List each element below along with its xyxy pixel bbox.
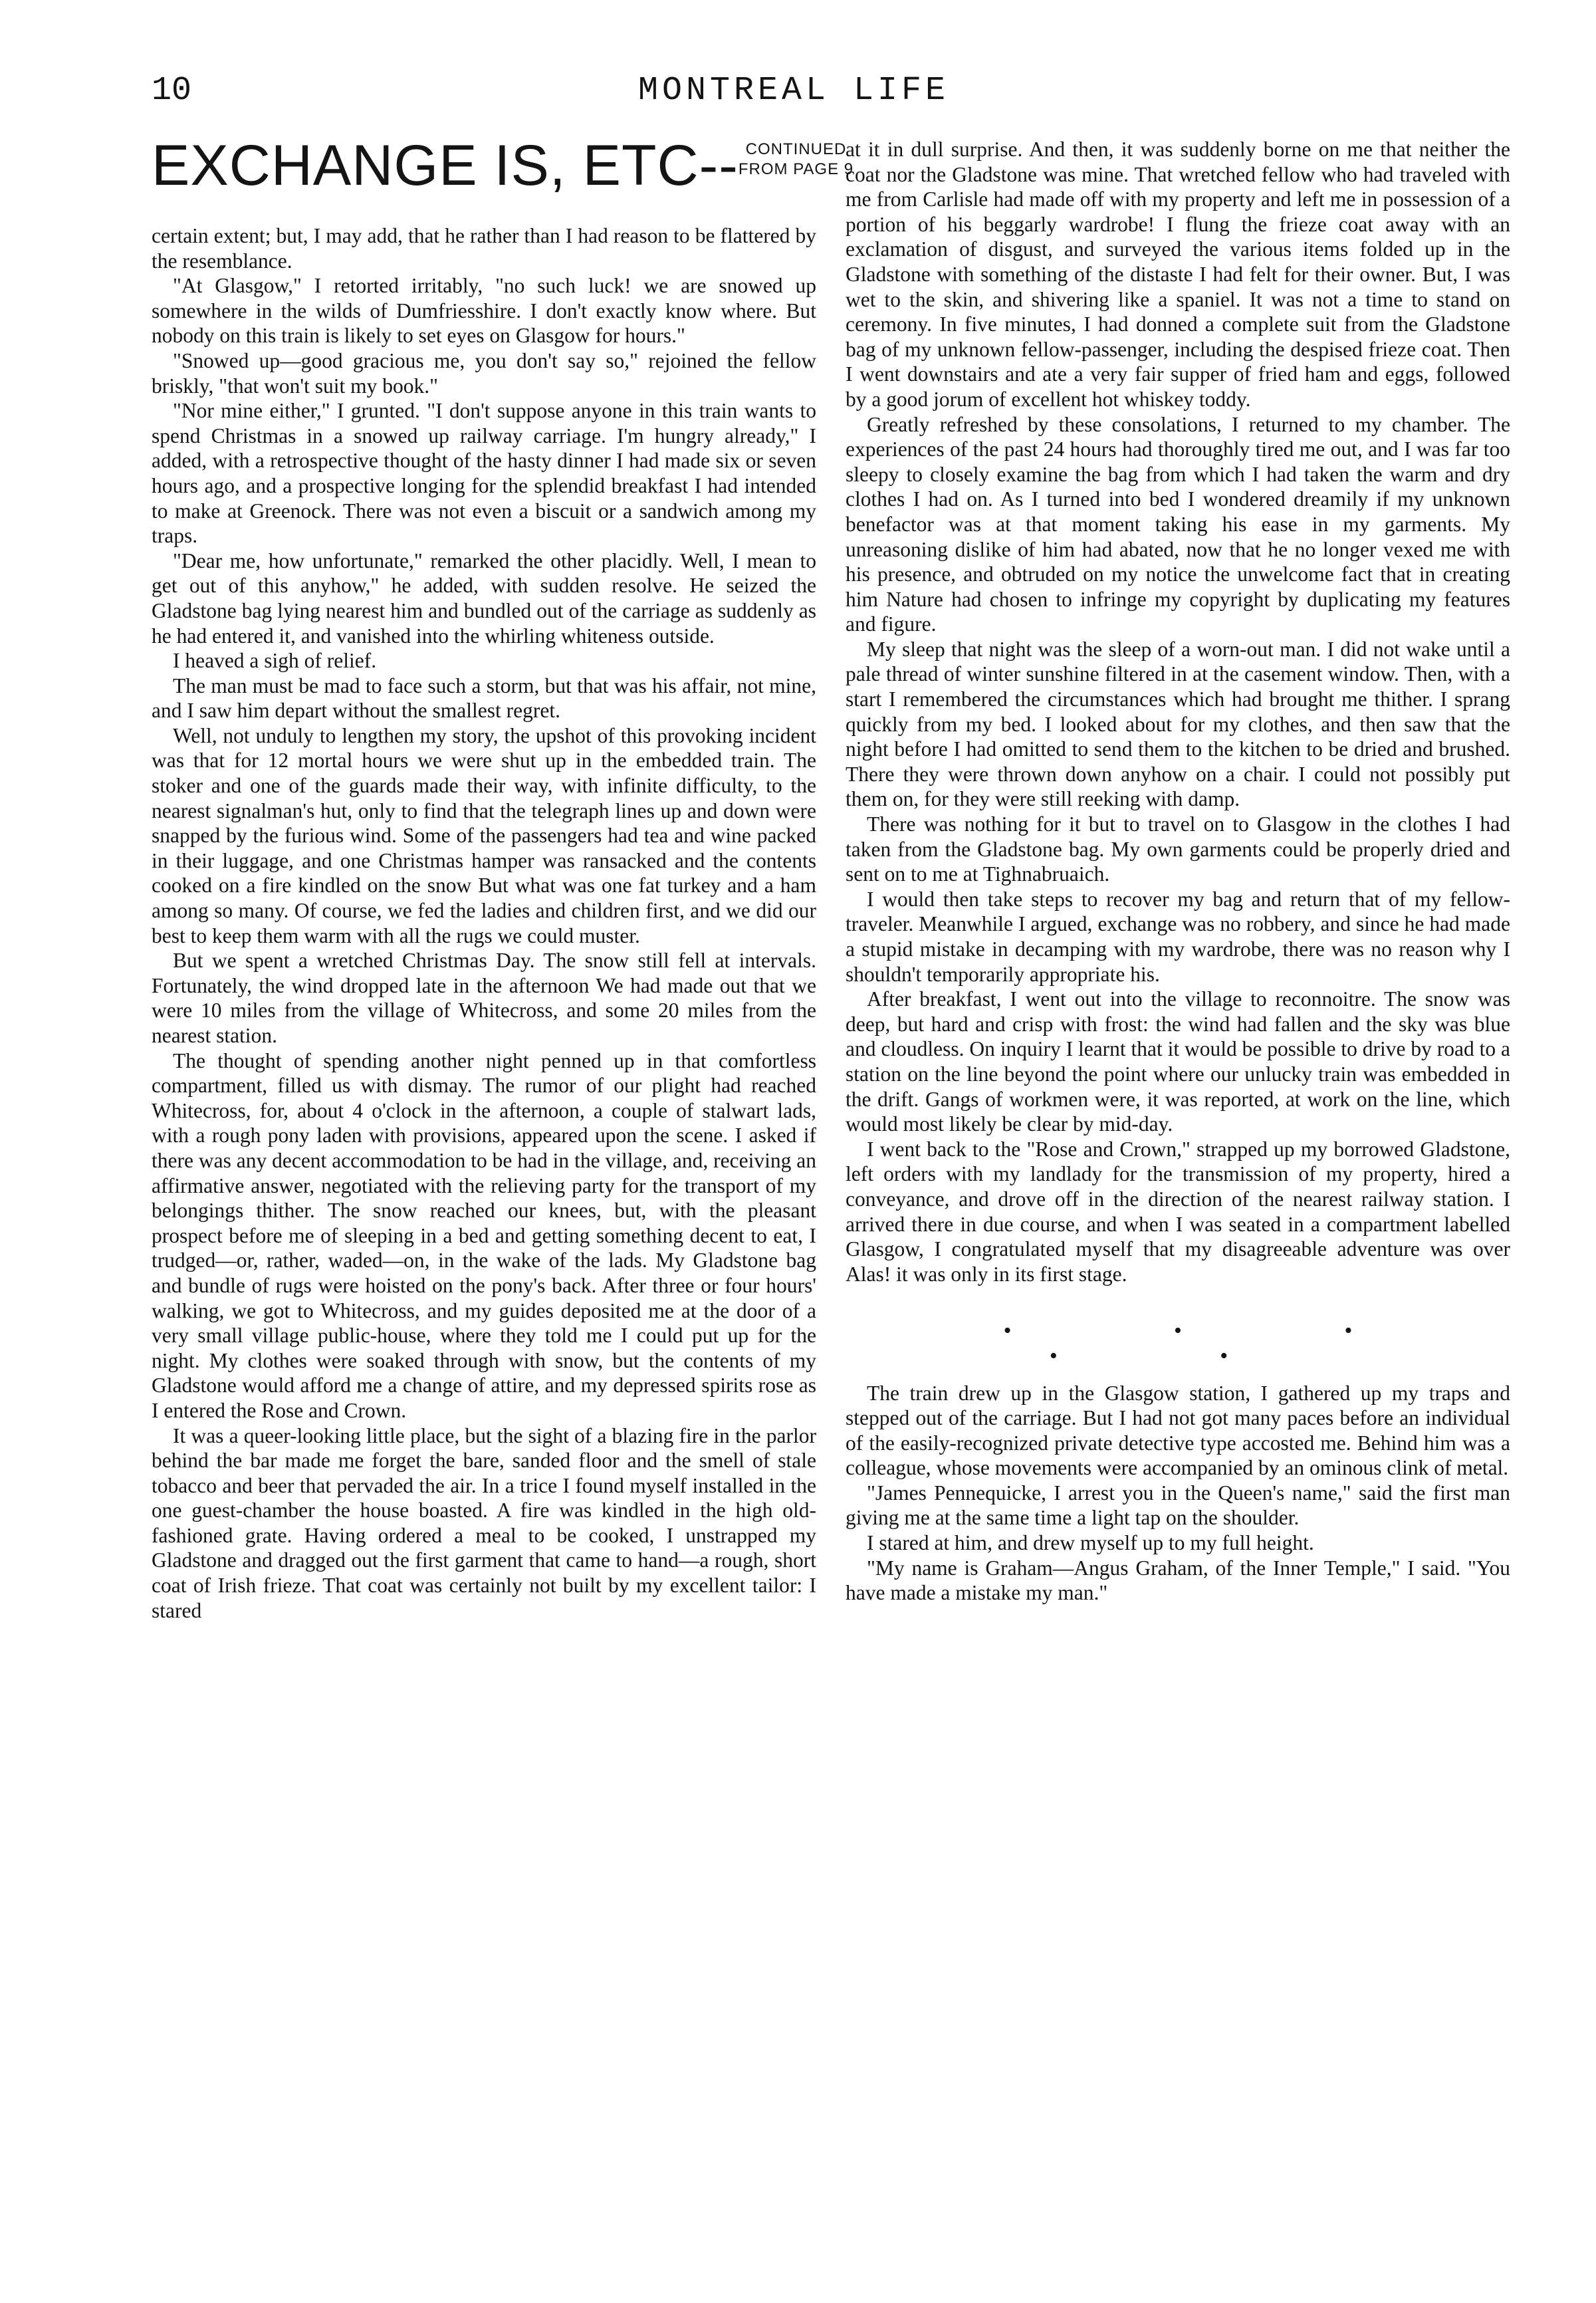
continued-line-2: FROM PAGE 9 <box>738 160 854 178</box>
paragraph: It was a queer-looking little place, but the sight of a blazing fire in the parlor behind the bar made me forget the bare, sanded floor and the smell of stale tobacco and beer that pervaded the air. In a trice I found myself installed in the one guest-chamber the house boasted. A fire was kindled in the high old-fashioned grate. Having ordered a meal to be cooked, I unstrapped my Gladstone and dragged out the first garment that came to hand—a rough, short coat of Irish frieze. That coat was certainly not built by my excellent tailor: I stared <box>152 1423 816 1622</box>
paragraph: Greatly refreshed by these consolations, I returned to my chamber. The experiences of the past 24 hours had thoroughly tired me out, and I was far too sleepy to closely examine the bag from which I had taken the warm and dry clothes I had on. As I turned into bed I wondered dreamily if my unknown benefactor was at that moment taking his ease in my garments. My unreasoning dislike of him had abated, now that he no longer vexed me with his presence, and obtruded on my notice the unwelcome fact that in creating him Nature had chosen to infringe my copyright by duplicating my features and figure. <box>846 412 1510 636</box>
paragraph: "James Pennequicke, I arrest you in the Queen's name," said the first man giving me at the same time a light tap on the shoulder. <box>846 1481 1510 1530</box>
paragraph: There was nothing for it but to travel on to Glasgow in the clothes I had taken from the Gladstone bag. My own garments could be properly dried and sent on to me at Tighnabruaich. <box>846 812 1510 886</box>
right-column <box>846 137 1510 1606</box>
paragraph: The thought of spending another night penned up in that comfortless compartment, filled us with dismay. The rumor of our plight had reached Whitecross, for, about 4 o'clock in the afternoon, a couple of stalwart lads, with a rough pony laden with provisions, appeared upon the scene. I asked if there was any decent accommodation to be had in the village, and, receiving an affirmative answer, negotiated with the relieving party for the transport of my belongings thither. The snow reached our knees, but, with the pleasant prospect before me of sleeping in a bed and getting something decent to eat, I trudged—or, rather, waded—on, in the wake of the lads. My Gladstone bag and bundle of rugs were hoisted on the pony's back. After three or four hours' walking, we got to Whitecross, and my guides deposited me at the door of a very small village public-house, where they told me I could put up for the night. My clothes were soaked through with snow, but the contents of my Gladstone would afford me a change of attire, and my depressed spirits rose as I entered the Rose and Crown. <box>152 1048 816 1422</box>
paragraph: The train drew up in the Glasgow station, I gathered up my traps and stepped out of the carriage. But I had not got many paces before an individual of the easily-recognized private detective type accosted me. Behind him was a colleague, whose movements were accompanied by an ominous clink of metal. <box>846 1381 1510 1480</box>
running-head: MONTREAL LIFE <box>638 72 950 110</box>
article-headline <box>152 134 854 197</box>
section-separator: • • • • • <box>1003 1318 1431 1368</box>
paragraph: My sleep that night was the sleep of a worn-out man. I did not wake until a pale thread of winter sunshine filtered in at the casement window. Then, with a start I remembered the circumstances which had brought me thither. I sprang quickly from my bed. I looked about for my clothes, and then saw that the night before I had omitted to send them to the kitchen to be dried and brushed. There they were thrown down anyhow on a chair. I could not possibly put them on, for they were still reeking with damp. <box>846 637 1510 811</box>
paragraph: "At Glasgow," I retorted irritably, "no such luck! we are snowed up somewhere in the wilds of Dumfriesshire. I don't exactly know where. But nobody on this train is likely to set eyes on Glasgow for hours." <box>152 274 816 348</box>
page-number: 10 <box>152 72 192 110</box>
paragraph: certain extent; but, I may add, that he rather than I had reason to be flattered by the resemblance. <box>152 224 816 273</box>
paragraph: Well, not unduly to lengthen my story, the upshot of this provoking incident was that for 12 mortal hours we were shut up in the embedded train. The stoker and one of the guards made their way, with infinite difficulty, to the nearest signalman's hut, only to find that the telegraph lines up and down were snapped by the furious wind. Some of the passengers had tea and wine packed in their luggage, and one Christmas hamper was ransacked and the contents cooked on a fire kindled on the snow But what was one fat turkey and a ham among so many. Of course, we fed the ladies and children first, and we did our best to keep them warm with all the rugs we could muster. <box>152 723 816 947</box>
paragraph: "Snowed up—good gracious me, you don't say so," rejoined the fellow briskly, "that won't suit my book." <box>152 348 816 398</box>
paragraph: But we spent a wretched Christmas Day. The snow still fell at intervals. Fortunately, the wind dropped late in the afternoon We had made out that we were 10 miles from the village of Whitecross, and some 20 miles from the nearest station. <box>152 949 816 1047</box>
paragraph: "Dear me, how unfortunate," remarked the other placidly. Well, I mean to get out of this anyhow," he added, with sudden resolve. He seized the Gladstone bag lying nearest him and bundled out of the carriage as suddenly as he had entered it, and vanished into the whirling whiteness outside. <box>152 548 816 648</box>
paragraph: After breakfast, I went out into the village to reconnoitre. The snow was deep, but hard and crisp with frost: the wind had fallen and the sky was blue and cloudless. On inquiry I learnt that it would be possible to drive by road to a station on the line beyond the point where our unlucky train was embedded in the drift. Gangs of workmen were, it was reported, at work on the line, which would most likely be clear by mid-day. <box>846 987 1510 1136</box>
headline-text: EXCHANGE IS, ETC-- <box>152 134 739 197</box>
continued-note <box>739 140 854 180</box>
paragraph: at it in dull surprise. And then, it was suddenly borne on me that neither the coat nor the Gladstone was mine. That wretched fellow who had traveled with me from Carlisle had made off with my property and left me in possession of a portion of his beggarly wardrobe! I flung the frieze coat away with an exclamation of disgust, and surveyed the various items folded up in the Gladstone with something of the distaste I had felt for their owner. But, I was wet to the skin, and shivering like a spaniel. It was not a time to stand on ceremony. In five minutes, I had donned a complete suit from the Gladstone bag of my unknown fellow-passenger, including the despised frieze coat. Then I went downstairs and ate a very fair supper of fried ham and eggs, followed by a good jorum of excellent hot whiskey toddy. <box>846 138 1510 411</box>
continued-line-1: CONTINUED <box>745 140 847 158</box>
paragraph: The man must be mad to face such a storm, but that was his affair, not mine, and I saw him depart without the smallest regret. <box>152 673 816 723</box>
paragraph: I would then take steps to recover my bag and return that of my fellow-traveler. Meanwhile I argued, exchange was no robbery, and since he had made a stupid mistake in decamping with my wardrobe, there was no reason why I shouldn't temporarily appropriate his. <box>846 887 1510 986</box>
left-column <box>152 223 816 1623</box>
paragraph: "My name is Graham—Angus Graham, of the Inner Temple," I said. "You have made a mistake my man." <box>846 1556 1510 1605</box>
paragraph: "Nor mine either," I grunted. "I don't suppose anyone in this train wants to spend Christmas in a snowed up railway carriage. I'm hungry already," I added, with a retrospective thought of the hasty dinner I had made six or seven hours ago, and a prospective longing for the splendid breakfast I had intended to make at Greenock. There was not even a biscuit or a sandwich among my traps. <box>152 399 816 548</box>
paragraph: I went back to the "Rose and Crown," strapped up my borrowed Gladstone, left orders with my landlady for the transmission of my property, hired a conveyance, and drove off in the direction of the nearest railway station. I arrived there in due course, and when I was seated in a compartment labelled Glasgow, I congratulated myself that my disagreeable adventure was over Alas! it was only in its first stage. <box>846 1137 1510 1286</box>
paragraph: I stared at him, and drew myself up to my full height. <box>867 1531 1314 1555</box>
paragraph: I heaved a sigh of relief. <box>173 649 377 673</box>
